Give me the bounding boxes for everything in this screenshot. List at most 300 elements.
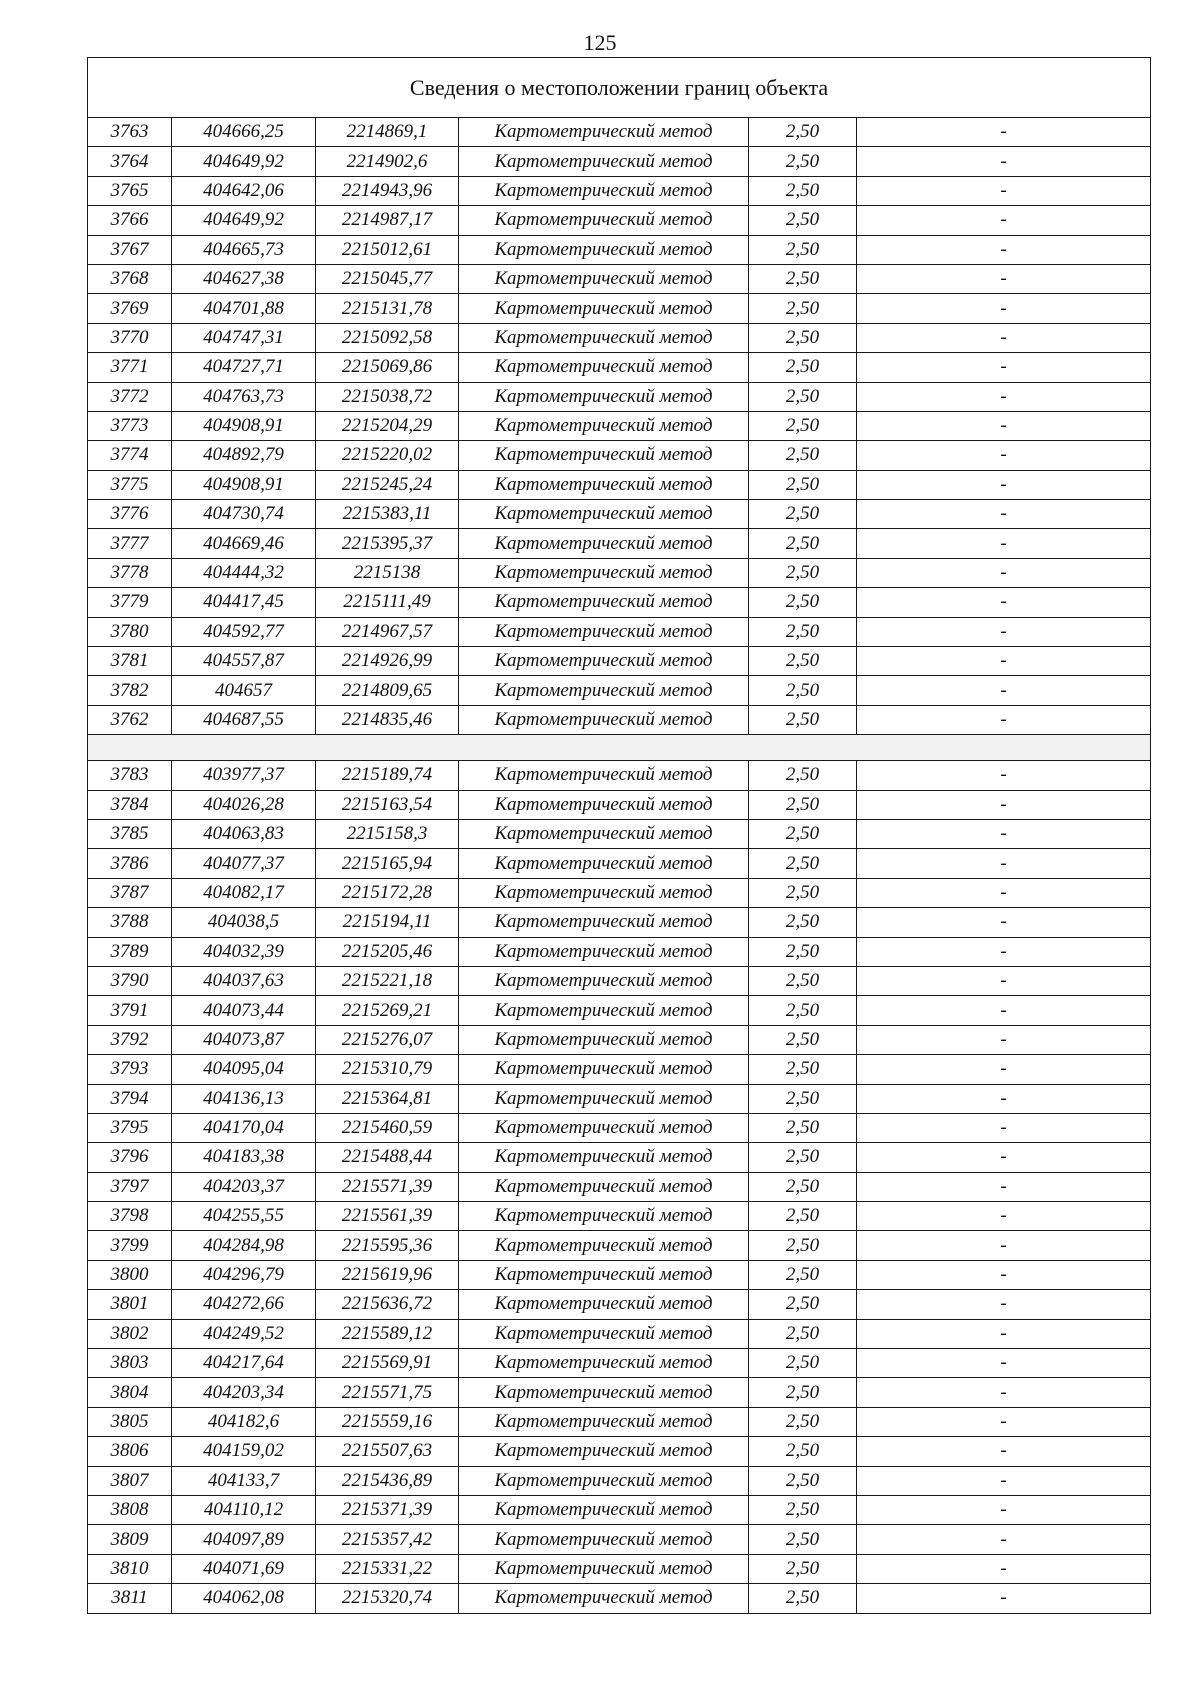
method-cell: Картометрический метод [459,1202,749,1231]
y-coordinate-cell: 2215220,02 [316,441,459,470]
x-coordinate-cell: 403977,37 [172,761,316,790]
point-number-cell: 3786 [88,849,172,878]
method-cell: Картометрический метод [459,617,749,646]
method-cell: Картометрический метод [459,705,749,734]
method-cell: Картометрический метод [459,147,749,176]
accuracy-cell: 2,50 [749,1554,857,1583]
point-number-cell: 3762 [88,705,172,734]
description-cell: - [857,937,1151,966]
description-cell: - [857,1584,1151,1613]
accuracy-cell: 2,50 [749,206,857,235]
y-coordinate-cell: 2215320,74 [316,1584,459,1613]
y-coordinate-cell: 2215595,36 [316,1231,459,1260]
method-cell: Картометрический метод [459,966,749,995]
description-cell: - [857,996,1151,1025]
point-number-cell: 3807 [88,1466,172,1495]
description-cell: - [857,1378,1151,1407]
method-cell: Картометрический метод [459,1437,749,1466]
description-cell: - [857,1437,1151,1466]
accuracy-cell: 2,50 [749,996,857,1025]
x-coordinate-cell: 404183,38 [172,1143,316,1172]
description-cell: - [857,705,1151,734]
table-row [88,588,1151,617]
method-cell: Картометрический метод [459,996,749,1025]
x-coordinate-cell: 404203,37 [172,1172,316,1201]
accuracy-cell: 2,50 [749,147,857,176]
point-number-cell: 3796 [88,1143,172,1172]
group-separator-cell [88,735,1151,761]
accuracy-cell: 2,50 [749,676,857,705]
table-row [88,1025,1151,1054]
accuracy-cell: 2,50 [749,176,857,205]
method-cell: Картометрический метод [459,676,749,705]
method-cell: Картометрический метод [459,1378,749,1407]
point-number-cell: 3789 [88,937,172,966]
x-coordinate-cell: 404747,31 [172,323,316,352]
table-row [88,382,1151,411]
point-number-cell: 3792 [88,1025,172,1054]
description-cell: - [857,1055,1151,1084]
x-coordinate-cell: 404159,02 [172,1437,316,1466]
accuracy-cell: 2,50 [749,500,857,529]
point-number-cell: 3800 [88,1260,172,1289]
accuracy-cell: 2,50 [749,1319,857,1348]
description-cell: - [857,1025,1151,1054]
method-cell: Картометрический метод [459,500,749,529]
table-row [88,647,1151,676]
x-coordinate-cell: 404133,7 [172,1466,316,1495]
description-cell: - [857,819,1151,848]
y-coordinate-cell: 2215460,59 [316,1113,459,1142]
accuracy-cell: 2,50 [749,118,857,147]
point-number-cell: 3782 [88,676,172,705]
y-coordinate-cell: 2215245,24 [316,470,459,499]
y-coordinate-cell: 2215012,61 [316,235,459,264]
description-cell: - [857,206,1151,235]
description-cell: - [857,235,1151,264]
y-coordinate-cell: 2215310,79 [316,1055,459,1084]
y-coordinate-cell: 2215158,3 [316,819,459,848]
y-coordinate-cell: 2215205,46 [316,937,459,966]
table-row [88,176,1151,205]
description-cell: - [857,558,1151,587]
table-row [88,705,1151,734]
accuracy-cell: 2,50 [749,382,857,411]
x-coordinate-cell: 404296,79 [172,1260,316,1289]
point-number-cell: 3802 [88,1319,172,1348]
method-cell: Картометрический метод [459,1084,749,1113]
point-number-cell: 3770 [88,323,172,352]
description-cell: - [857,1554,1151,1583]
accuracy-cell: 2,50 [749,1437,857,1466]
x-coordinate-cell: 404649,92 [172,147,316,176]
table-body [88,58,1151,1614]
x-coordinate-cell: 404249,52 [172,1319,316,1348]
y-coordinate-cell: 2215561,39 [316,1202,459,1231]
accuracy-cell: 2,50 [749,1349,857,1378]
table-row [88,1202,1151,1231]
method-cell: Картометрический метод [459,878,749,907]
accuracy-cell: 2,50 [749,1378,857,1407]
table-row [88,996,1151,1025]
point-number-cell: 3771 [88,353,172,382]
description-cell: - [857,761,1151,790]
method-cell: Картометрический метод [459,176,749,205]
y-coordinate-cell: 2215276,07 [316,1025,459,1054]
point-number-cell: 3788 [88,908,172,937]
x-coordinate-cell: 404908,91 [172,411,316,440]
table-row [88,819,1151,848]
y-coordinate-cell: 2215569,91 [316,1349,459,1378]
table-row [88,790,1151,819]
table-row [88,1113,1151,1142]
accuracy-cell: 2,50 [749,908,857,937]
point-number-cell: 3777 [88,529,172,558]
description-cell: - [857,500,1151,529]
point-number-cell: 3790 [88,966,172,995]
table-row [88,441,1151,470]
accuracy-cell: 2,50 [749,470,857,499]
x-coordinate-cell: 404073,87 [172,1025,316,1054]
method-cell: Картометрический метод [459,1172,749,1201]
table-row [88,1290,1151,1319]
method-cell: Картометрический метод [459,647,749,676]
description-cell: - [857,323,1151,352]
accuracy-cell: 2,50 [749,1113,857,1142]
x-coordinate-cell: 404272,66 [172,1290,316,1319]
accuracy-cell: 2,50 [749,1260,857,1289]
accuracy-cell: 2,50 [749,1525,857,1554]
y-coordinate-cell: 2215138 [316,558,459,587]
table-row [88,1172,1151,1201]
y-coordinate-cell: 2215383,11 [316,500,459,529]
description-cell: - [857,908,1151,937]
accuracy-cell: 2,50 [749,647,857,676]
point-number-cell: 3780 [88,617,172,646]
description-cell: - [857,441,1151,470]
point-number-cell: 3799 [88,1231,172,1260]
x-coordinate-cell: 404071,69 [172,1554,316,1583]
x-coordinate-cell: 404592,77 [172,617,316,646]
accuracy-cell: 2,50 [749,761,857,790]
accuracy-cell: 2,50 [749,323,857,352]
x-coordinate-cell: 404642,06 [172,176,316,205]
y-coordinate-cell: 2215357,42 [316,1525,459,1554]
table-row [88,878,1151,907]
x-coordinate-cell: 404217,64 [172,1349,316,1378]
description-cell: - [857,1495,1151,1524]
y-coordinate-cell: 2214835,46 [316,705,459,734]
x-coordinate-cell: 404908,91 [172,470,316,499]
table-header-row [88,58,1151,118]
y-coordinate-cell: 2214902,6 [316,147,459,176]
description-cell: - [857,118,1151,147]
x-coordinate-cell: 404255,55 [172,1202,316,1231]
y-coordinate-cell: 2215131,78 [316,294,459,323]
point-number-cell: 3773 [88,411,172,440]
description-cell: - [857,1525,1151,1554]
y-coordinate-cell: 2215189,74 [316,761,459,790]
accuracy-cell: 2,50 [749,264,857,293]
y-coordinate-cell: 2215395,37 [316,529,459,558]
x-coordinate-cell: 404097,89 [172,1525,316,1554]
method-cell: Картометрический метод [459,1349,749,1378]
table-row [88,761,1151,790]
x-coordinate-cell: 404038,5 [172,908,316,937]
table-row [88,1084,1151,1113]
description-cell: - [857,1407,1151,1436]
point-number-cell: 3794 [88,1084,172,1113]
x-coordinate-cell: 404649,92 [172,206,316,235]
y-coordinate-cell: 2215331,22 [316,1554,459,1583]
point-number-cell: 3784 [88,790,172,819]
y-coordinate-cell: 2215204,29 [316,411,459,440]
description-cell: - [857,382,1151,411]
y-coordinate-cell: 2215636,72 [316,1290,459,1319]
method-cell: Картометрический метод [459,588,749,617]
method-cell: Картометрический метод [459,118,749,147]
point-number-cell: 3797 [88,1172,172,1201]
accuracy-cell: 2,50 [749,1143,857,1172]
method-cell: Картометрический метод [459,1466,749,1495]
x-coordinate-cell: 404727,71 [172,353,316,382]
description-cell: - [857,470,1151,499]
table-row [88,1143,1151,1172]
description-cell: - [857,1172,1151,1201]
table-row [88,1584,1151,1613]
description-cell: - [857,1084,1151,1113]
method-cell: Картометрический метод [459,382,749,411]
description-cell: - [857,1319,1151,1348]
y-coordinate-cell: 2215038,72 [316,382,459,411]
point-number-cell: 3783 [88,761,172,790]
table-row [88,1319,1151,1348]
description-cell: - [857,676,1151,705]
point-number-cell: 3769 [88,294,172,323]
description-cell: - [857,294,1151,323]
point-number-cell: 3767 [88,235,172,264]
x-coordinate-cell: 404730,74 [172,500,316,529]
x-coordinate-cell: 404557,87 [172,647,316,676]
table-row [88,1554,1151,1583]
table-row [88,1495,1151,1524]
table-row [88,1260,1151,1289]
point-number-cell: 3764 [88,147,172,176]
description-cell: - [857,1349,1151,1378]
method-cell: Картометрический метод [459,1025,749,1054]
table-row [88,1055,1151,1084]
point-number-cell: 3809 [88,1525,172,1554]
y-coordinate-cell: 2215269,21 [316,996,459,1025]
point-number-cell: 3805 [88,1407,172,1436]
point-number-cell: 3787 [88,878,172,907]
description-cell: - [857,1113,1151,1142]
table-row [88,118,1151,147]
description-cell: - [857,1231,1151,1260]
accuracy-cell: 2,50 [749,294,857,323]
x-coordinate-cell: 404037,63 [172,966,316,995]
x-coordinate-cell: 404763,73 [172,382,316,411]
method-cell: Картометрический метод [459,1584,749,1613]
accuracy-cell: 2,50 [749,617,857,646]
accuracy-cell: 2,50 [749,849,857,878]
y-coordinate-cell: 2215571,39 [316,1172,459,1201]
accuracy-cell: 2,50 [749,1290,857,1319]
method-cell: Картометрический метод [459,1260,749,1289]
table-row [88,470,1151,499]
description-cell: - [857,1290,1151,1319]
point-number-cell: 3810 [88,1554,172,1583]
accuracy-cell: 2,50 [749,441,857,470]
method-cell: Картометрический метод [459,937,749,966]
y-coordinate-cell: 2215364,81 [316,1084,459,1113]
x-coordinate-cell: 404110,12 [172,1495,316,1524]
x-coordinate-cell: 404627,38 [172,264,316,293]
method-cell: Картометрический метод [459,1407,749,1436]
table-row [88,1466,1151,1495]
method-cell: Картометрический метод [459,1055,749,1084]
y-coordinate-cell: 2214809,65 [316,676,459,705]
method-cell: Картометрический метод [459,353,749,382]
point-number-cell: 3779 [88,588,172,617]
y-coordinate-cell: 2215165,94 [316,849,459,878]
y-coordinate-cell: 2215045,77 [316,264,459,293]
method-cell: Картометрический метод [459,819,749,848]
y-coordinate-cell: 2215172,28 [316,878,459,907]
point-number-cell: 3801 [88,1290,172,1319]
x-coordinate-cell: 404095,04 [172,1055,316,1084]
accuracy-cell: 2,50 [749,1172,857,1201]
x-coordinate-cell: 404077,37 [172,849,316,878]
description-cell: - [857,1260,1151,1289]
x-coordinate-cell: 404182,6 [172,1407,316,1436]
table-row [88,966,1151,995]
accuracy-cell: 2,50 [749,411,857,440]
accuracy-cell: 2,50 [749,558,857,587]
table-row [88,500,1151,529]
point-number-cell: 3776 [88,500,172,529]
table-row [88,235,1151,264]
x-coordinate-cell: 404666,25 [172,118,316,147]
accuracy-cell: 2,50 [749,1407,857,1436]
method-cell: Картометрический метод [459,1495,749,1524]
description-cell: - [857,147,1151,176]
y-coordinate-cell: 2215559,16 [316,1407,459,1436]
method-cell: Картометрический метод [459,908,749,937]
point-number-cell: 3781 [88,647,172,676]
description-cell: - [857,588,1151,617]
table-row [88,1378,1151,1407]
method-cell: Картометрический метод [459,1554,749,1583]
point-number-cell: 3775 [88,470,172,499]
method-cell: Картометрический метод [459,1143,749,1172]
method-cell: Картометрический метод [459,470,749,499]
y-coordinate-cell: 2214869,1 [316,118,459,147]
accuracy-cell: 2,50 [749,235,857,264]
y-coordinate-cell: 2215069,86 [316,353,459,382]
x-coordinate-cell: 404170,04 [172,1113,316,1142]
point-number-cell: 3765 [88,176,172,205]
group-separator-row [88,735,1151,761]
method-cell: Картометрический метод [459,294,749,323]
y-coordinate-cell: 2215092,58 [316,323,459,352]
table-row [88,1407,1151,1436]
method-cell: Картометрический метод [459,849,749,878]
accuracy-cell: 2,50 [749,1084,857,1113]
x-coordinate-cell: 404657 [172,676,316,705]
y-coordinate-cell: 2215436,89 [316,1466,459,1495]
x-coordinate-cell: 404063,83 [172,819,316,848]
method-cell: Картометрический метод [459,1113,749,1142]
x-coordinate-cell: 404073,44 [172,996,316,1025]
y-coordinate-cell: 2215371,39 [316,1495,459,1524]
point-number-cell: 3766 [88,206,172,235]
description-cell: - [857,1143,1151,1172]
x-coordinate-cell: 404687,55 [172,705,316,734]
boundary-table [87,57,1151,1614]
method-cell: Картометрический метод [459,323,749,352]
table-title: Сведения о местоположении границ объекта [88,58,1151,118]
description-cell: - [857,849,1151,878]
description-cell: - [857,176,1151,205]
description-cell: - [857,617,1151,646]
accuracy-cell: 2,50 [749,1025,857,1054]
table-row [88,617,1151,646]
description-cell: - [857,411,1151,440]
y-coordinate-cell: 2214943,96 [316,176,459,205]
x-coordinate-cell: 404082,17 [172,878,316,907]
method-cell: Картометрический метод [459,1290,749,1319]
table-row [88,411,1151,440]
table-row [88,558,1151,587]
table-row [88,1437,1151,1466]
description-cell: - [857,790,1151,819]
method-cell: Картометрический метод [459,1231,749,1260]
accuracy-cell: 2,50 [749,966,857,995]
method-cell: Картометрический метод [459,235,749,264]
description-cell: - [857,1466,1151,1495]
point-number-cell: 3795 [88,1113,172,1142]
accuracy-cell: 2,50 [749,819,857,848]
x-coordinate-cell: 404284,98 [172,1231,316,1260]
point-number-cell: 3808 [88,1495,172,1524]
y-coordinate-cell: 2215111,49 [316,588,459,617]
accuracy-cell: 2,50 [749,1466,857,1495]
table-row [88,353,1151,382]
accuracy-cell: 2,50 [749,1495,857,1524]
method-cell: Картометрический метод [459,206,749,235]
accuracy-cell: 2,50 [749,588,857,617]
method-cell: Картометрический метод [459,529,749,558]
y-coordinate-cell: 2215221,18 [316,966,459,995]
point-number-cell: 3806 [88,1437,172,1466]
table-row [88,264,1151,293]
table-row [88,676,1151,705]
table-row [88,294,1151,323]
table-row [88,1525,1151,1554]
y-coordinate-cell: 2214926,99 [316,647,459,676]
description-cell: - [857,353,1151,382]
point-number-cell: 3793 [88,1055,172,1084]
accuracy-cell: 2,50 [749,937,857,966]
point-number-cell: 3763 [88,118,172,147]
description-cell: - [857,1202,1151,1231]
y-coordinate-cell: 2215589,12 [316,1319,459,1348]
accuracy-cell: 2,50 [749,1231,857,1260]
point-number-cell: 3785 [88,819,172,848]
table-row [88,1231,1151,1260]
method-cell: Картометрический метод [459,411,749,440]
